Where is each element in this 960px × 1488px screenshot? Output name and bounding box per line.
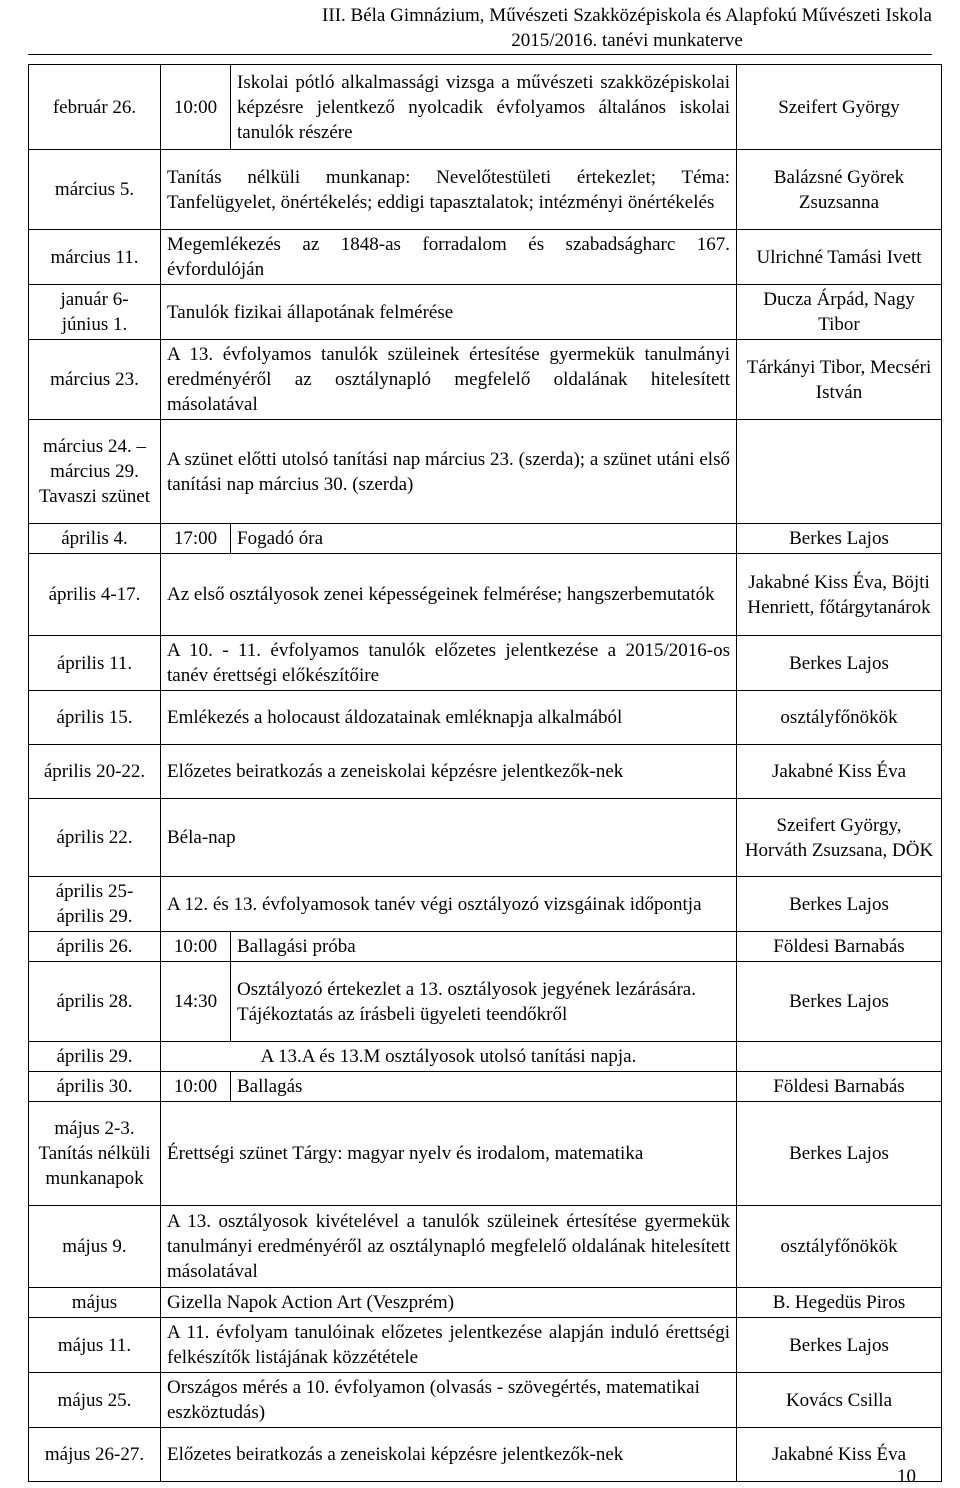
row-date: március 24. – március 29. Tavaszi szünet xyxy=(29,420,161,524)
row-event: Béla-nap xyxy=(161,799,737,877)
row-date: április 4-17. xyxy=(29,554,161,636)
row-date: április 30. xyxy=(29,1072,161,1102)
row-event: Ballagási próba xyxy=(231,932,737,962)
row-date: március 11. xyxy=(29,230,161,285)
table-row xyxy=(29,1428,942,1482)
row-date: március 5. xyxy=(29,150,161,230)
header-plan-title: 2015/2016. tanévi munkaterve xyxy=(511,30,743,51)
row-event: Emlékezés a holocaust áldozatainak emléknapja alkalmából xyxy=(161,691,737,745)
table-row xyxy=(29,554,942,636)
row-date: április 26. xyxy=(29,932,161,962)
row-responsible: Tárkányi Tibor, Mecséri István xyxy=(737,340,942,420)
row-responsible: Berkes Lajos xyxy=(737,1318,942,1373)
row-time: 10:00 xyxy=(161,1072,231,1102)
table-row xyxy=(29,420,942,524)
row-date: május xyxy=(29,1288,161,1318)
table-row xyxy=(29,1318,942,1373)
row-event: Előzetes beiratkozás a zeneiskolai képzésre jelentkezők-nek xyxy=(161,1428,737,1482)
row-responsible: Balázsné Györek Zsuzsanna xyxy=(737,150,942,230)
row-event: A szünet előtti utolsó tanítási nap március 23. (szerda); a szünet utáni első tanítási nap március 30. (szerda) xyxy=(161,420,737,524)
row-responsible: Berkes Lajos xyxy=(737,877,942,932)
row-event: A 13. évfolyamos tanulók szüleinek értesítése gyermekük tanulmányi eredményéről az osztálynapló megfelelő oldalának hitelesített másolatával xyxy=(161,340,737,420)
table-row xyxy=(29,745,942,799)
row-time: 17:00 xyxy=(161,524,231,554)
row-event: A 13. osztályosok kivételével a tanulók szüleinek értesítése gyermekük tanulmányi eredményéről az osztálynapló megfelelő oldalának hitelesített másolatával xyxy=(161,1206,737,1288)
row-event: Ballagás xyxy=(231,1072,737,1102)
row-date: április 15. xyxy=(29,691,161,745)
table-row xyxy=(29,1072,942,1102)
row-date: február 26. xyxy=(29,65,161,150)
row-date: április 29. xyxy=(29,1042,161,1072)
row-responsible: osztályfőnökök xyxy=(737,691,942,745)
row-event: Érettségi szünet Tárgy: magyar nyelv és irodalom, matematika xyxy=(161,1102,737,1206)
page-number: 10 xyxy=(897,1466,916,1487)
table-row xyxy=(29,285,942,340)
row-responsible: Szeifert György, Horváth Zsuzsana, DÖK xyxy=(737,799,942,877)
header-divider xyxy=(28,54,932,55)
row-event: Megemlékezés az 1848-as forradalom és szabadságharc 167. évfordulóján xyxy=(161,230,737,285)
row-date: március 23. xyxy=(29,340,161,420)
row-event: Előzetes beiratkozás a zeneiskolai képzésre jelentkezők-nek xyxy=(161,745,737,799)
row-responsible: Szeifert György xyxy=(737,65,942,150)
row-time: 14:30 xyxy=(161,962,231,1042)
row-event: Az első osztályosok zenei képességeinek felmérése; hangszerbemutatók xyxy=(161,554,737,636)
row-event: A 10. - 11. évfolyamos tanulók előzetes jelentkezése a 2015/2016-os tanév érettségi előkészítőire xyxy=(161,636,737,691)
row-event: Tanulók fizikai állapotának felmérése xyxy=(161,285,737,340)
table-row xyxy=(29,636,942,691)
row-responsible: Ulrichné Tamási Ivett xyxy=(737,230,942,285)
row-date: május 9. xyxy=(29,1206,161,1288)
row-responsible: Berkes Lajos xyxy=(737,524,942,554)
row-responsible: Ducza Árpád, Nagy Tibor xyxy=(737,285,942,340)
row-time: 10:00 xyxy=(161,932,231,962)
row-responsible: B. Hegedüs Piros xyxy=(737,1288,942,1318)
row-responsible: Jakabné Kiss Éva, Böjti Henriett, főtárgytanárok xyxy=(737,554,942,636)
row-responsible: Jakabné Kiss Éva xyxy=(737,745,942,799)
row-event: Fogadó óra xyxy=(231,524,737,554)
table-row xyxy=(29,65,942,150)
table-row xyxy=(29,932,942,962)
row-responsible xyxy=(737,420,942,524)
row-date: április 22. xyxy=(29,799,161,877)
header-school-name: III. Béla Gimnázium, Művészeti Szakközépiskola és Alapfokú Művészeti Iskola xyxy=(322,5,932,26)
row-date: május 11. xyxy=(29,1318,161,1373)
row-event: A 12. és 13. évfolyamosok tanév végi osztályozó vizsgáinak időpontja xyxy=(161,877,737,932)
row-date: április 28. xyxy=(29,962,161,1042)
table-row xyxy=(29,1102,942,1206)
table-row xyxy=(29,524,942,554)
row-event: Gizella Napok Action Art (Veszprém) xyxy=(161,1288,737,1318)
table-row xyxy=(29,150,942,230)
table-row xyxy=(29,799,942,877)
table-row xyxy=(29,1288,942,1318)
row-date: május 2-3. Tanítás nélküli munkanapok xyxy=(29,1102,161,1206)
table-row xyxy=(29,340,942,420)
table-row xyxy=(29,1206,942,1288)
row-event: A 11. évfolyam tanulóinak előzetes jelentkezése alapján induló érettségi felkészítők listájának közzététele xyxy=(161,1318,737,1373)
schedule-table xyxy=(28,64,942,1482)
table-row xyxy=(29,962,942,1042)
row-date: április 25- április 29. xyxy=(29,877,161,932)
row-date: április 20-22. xyxy=(29,745,161,799)
row-date: április 11. xyxy=(29,636,161,691)
table-row xyxy=(29,877,942,932)
row-event: A 13.A és 13.M osztályosok utolsó tanítási napja. xyxy=(161,1042,737,1072)
row-responsible xyxy=(737,1042,942,1072)
document-header xyxy=(322,3,932,53)
table-row xyxy=(29,1042,942,1072)
row-event: Osztályozó értekezlet a 13. osztályosok jegyének lezárására. Tájékoztatás az írásbeli ügyeleti teendőkről xyxy=(231,962,737,1042)
row-responsible: Földesi Barnabás xyxy=(737,932,942,962)
row-time: 10:00 xyxy=(161,65,231,150)
row-responsible: Földesi Barnabás xyxy=(737,1072,942,1102)
row-date: május 26-27. xyxy=(29,1428,161,1482)
row-responsible: Jakabné Kiss Éva xyxy=(737,1428,942,1482)
row-event: Tanítás nélküli munkanap: Nevelőtestületi értekezlet; Téma: Tanfelügyelet, önértékelés; eddigi tapasztalatok; intézményi önértékelés xyxy=(161,150,737,230)
table-row xyxy=(29,691,942,745)
row-date: január 6- június 1. xyxy=(29,285,161,340)
table-row xyxy=(29,230,942,285)
table-row xyxy=(29,1373,942,1428)
row-responsible: Berkes Lajos xyxy=(737,636,942,691)
row-event: Iskolai pótló alkalmassági vizsga a művészeti szakközépiskolai képzésre jelentkező nyolcadik évfolyamos általános iskolai tanulók részére xyxy=(231,65,737,150)
row-date: április 4. xyxy=(29,524,161,554)
row-responsible: Kovács Csilla xyxy=(737,1373,942,1428)
row-responsible: Berkes Lajos xyxy=(737,1102,942,1206)
row-event: Országos mérés a 10. évfolyamon (olvasás - szövegértés, matematikai eszköztudás) xyxy=(161,1373,737,1428)
row-responsible: osztályfőnökök xyxy=(737,1206,942,1288)
row-date: május 25. xyxy=(29,1373,161,1428)
row-responsible: Berkes Lajos xyxy=(737,962,942,1042)
